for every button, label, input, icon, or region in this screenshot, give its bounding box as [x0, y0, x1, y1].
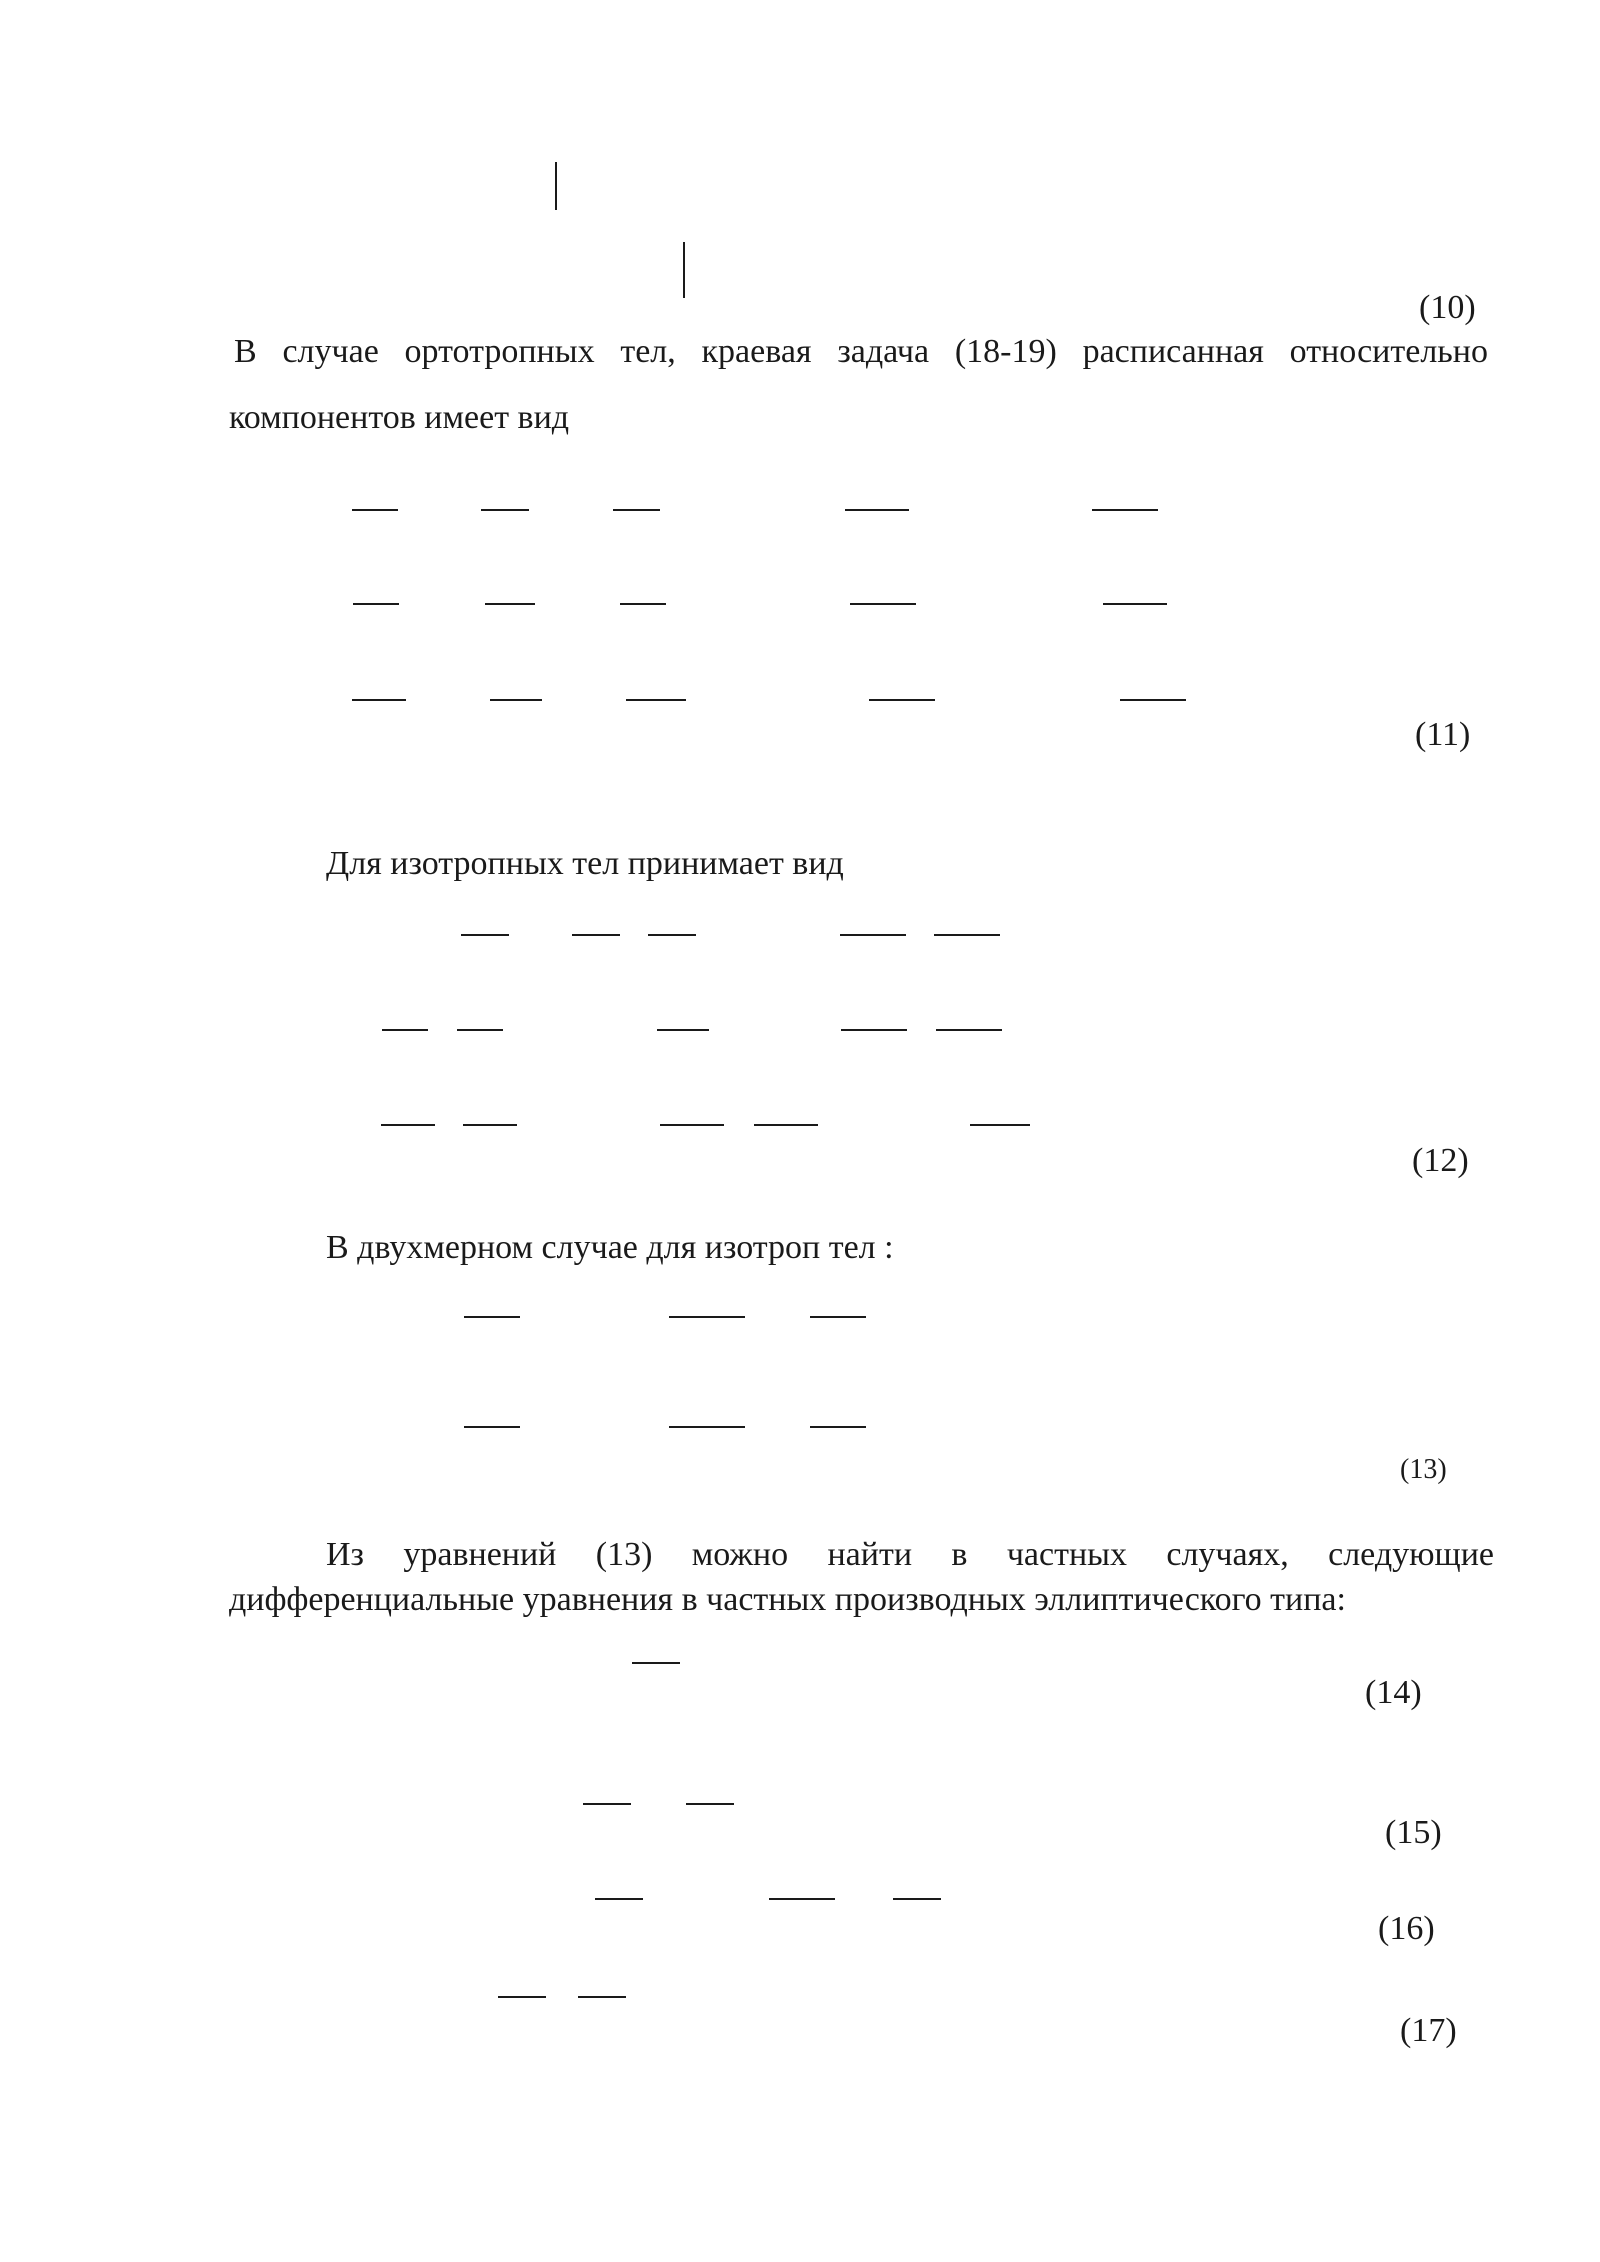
- equation-15-fraction-bar: [583, 1803, 631, 1805]
- fraction-bar: [1092, 509, 1158, 511]
- fraction-bar: [457, 1029, 503, 1031]
- equation-16-fraction-bar: [595, 1898, 643, 1900]
- fraction-bar: [810, 1316, 866, 1318]
- fraction-bar: [657, 1029, 709, 1031]
- fraction-bar: [461, 934, 509, 936]
- equation-number-17: (17): [1400, 2012, 1457, 2049]
- fraction-bar: [353, 603, 399, 605]
- equation-number-10: (10): [1419, 289, 1476, 326]
- fraction-bar: [810, 1426, 866, 1428]
- paragraph-orthotropic-line-2: компонентов имеет вид: [229, 399, 570, 436]
- equation-17-fraction-bar: [498, 1996, 546, 1998]
- equation-number-12: (12): [1412, 1142, 1469, 1179]
- equation-16-fraction-bar: [769, 1898, 835, 1900]
- fraction-bar: [626, 699, 686, 701]
- fraction-bar: [869, 699, 935, 701]
- fraction-bar: [352, 699, 406, 701]
- equation-15-fraction-bar: [686, 1803, 734, 1805]
- fraction-bar: [936, 1029, 1002, 1031]
- equation-17-fraction-bar: [578, 1996, 626, 1998]
- fraction-bar: [1120, 699, 1186, 701]
- fraction-bar: [485, 603, 535, 605]
- paragraph-from-equations-line-1: Из уравнений (13) можно найти в частных случаях, следующие: [326, 1536, 1494, 1573]
- fraction-bar: [613, 509, 660, 511]
- fraction-bar: [754, 1124, 818, 1126]
- equation-number-15: (15): [1385, 1814, 1442, 1851]
- paragraph-two-dimensional: В двухмерном случае для изотроп тел :: [326, 1229, 894, 1266]
- equation-10-bar-1: [555, 162, 557, 210]
- fraction-bar: [840, 934, 906, 936]
- fraction-bar: [845, 509, 909, 511]
- fraction-bar: [660, 1124, 724, 1126]
- fraction-bar: [669, 1426, 745, 1428]
- fraction-bar: [490, 699, 542, 701]
- equation-14-fraction-bar: [632, 1662, 680, 1664]
- equation-number-11: (11): [1415, 716, 1471, 753]
- equation-number-16: (16): [1378, 1910, 1435, 1947]
- fraction-bar: [464, 1316, 520, 1318]
- paragraph-orthotropic-line-1: В случае ортотропных тел, краевая задача (18-19) расписанная относительно: [234, 333, 1488, 370]
- fraction-bar: [481, 509, 529, 511]
- fraction-bar: [381, 1124, 435, 1126]
- fraction-bar: [934, 934, 1000, 936]
- fraction-bar: [572, 934, 620, 936]
- paragraph-isotropic: Для изотропных тел принимает вид: [326, 845, 844, 882]
- equation-16-fraction-bar: [893, 1898, 941, 1900]
- fraction-bar: [464, 1426, 520, 1428]
- equation-10-bar-2: [683, 242, 685, 298]
- fraction-bar: [1103, 603, 1167, 605]
- fraction-bar: [620, 603, 666, 605]
- fraction-bar: [841, 1029, 907, 1031]
- fraction-bar: [352, 509, 398, 511]
- paragraph-from-equations-line-2: дифференциальные уравнения в частных производных эллиптического типа:: [229, 1581, 1346, 1618]
- equation-number-14: (14): [1365, 1674, 1422, 1711]
- fraction-bar: [463, 1124, 517, 1126]
- equation-number-13: (13): [1400, 1454, 1447, 1485]
- fraction-bar: [382, 1029, 428, 1031]
- fraction-bar: [970, 1124, 1030, 1126]
- fraction-bar: [850, 603, 916, 605]
- fraction-bar: [648, 934, 696, 936]
- fraction-bar: [669, 1316, 745, 1318]
